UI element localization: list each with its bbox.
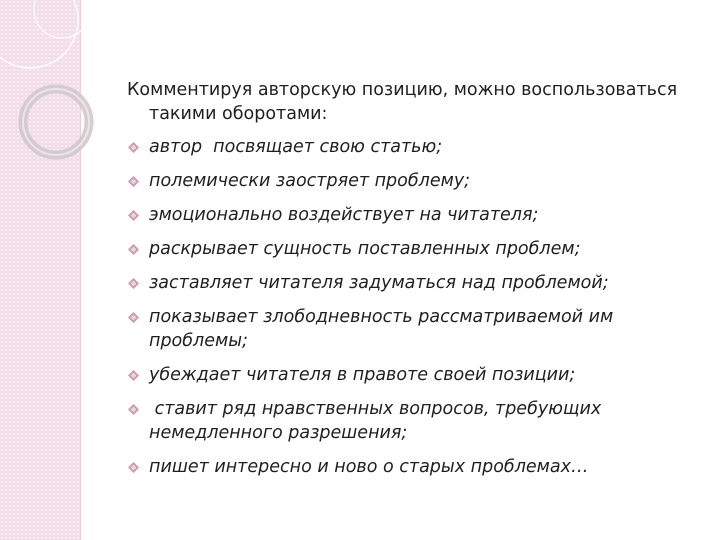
list-item-text: раскрывает сущность поставленных проблем;	[149, 239, 581, 259]
list-item-text: убеждает читателя в правоте своей позиции;	[149, 365, 576, 385]
thick-ring-highlight	[23, 89, 89, 155]
list-item	[127, 203, 702, 227]
list-item	[127, 305, 702, 353]
slide-content	[127, 78, 702, 489]
diamond-bullet-icon	[128, 210, 139, 221]
diamond-bullet-icon	[128, 370, 139, 381]
list-item	[127, 237, 702, 261]
diamond-bullet-icon	[128, 404, 139, 415]
list-item	[127, 271, 702, 295]
list-item-text: эмоционально воздействует на читателя;	[149, 205, 539, 225]
diamond-bullet-icon	[128, 142, 139, 153]
list-item	[127, 169, 702, 193]
diamond-bullet-icon	[128, 312, 139, 323]
diamond-bullet-icon	[128, 462, 139, 473]
list-item-text: заставляет читателя задуматься над проблемой;	[149, 273, 609, 293]
thin-ring-small	[34, 0, 90, 38]
diamond-bullet-icon	[128, 244, 139, 255]
thin-ring-large	[0, 0, 78, 68]
list-item-text: пишет интересно и ново о старых проблемах…	[149, 457, 589, 477]
diamond-bullet-icon	[128, 176, 139, 187]
list-item	[127, 455, 702, 479]
list-item	[127, 397, 702, 445]
list-item-text: автор посвящает свою статью;	[149, 137, 443, 157]
intro-text: Комментируя авторскую позицию, можно воспользоваться такими оборотами:	[127, 80, 678, 124]
list-item	[127, 363, 702, 387]
list-item-text: ставит ряд нравственных вопросов, требующих немедленного разрешения;	[149, 399, 607, 443]
list-item-text: полемически заостряет проблему;	[149, 171, 471, 191]
list-item	[127, 135, 702, 159]
diamond-bullet-icon	[128, 278, 139, 289]
list-item-text: показывает злободневность рассматриваемой им проблемы;	[149, 307, 619, 351]
ring-decoration	[0, 0, 140, 300]
bullet-list	[127, 135, 702, 479]
